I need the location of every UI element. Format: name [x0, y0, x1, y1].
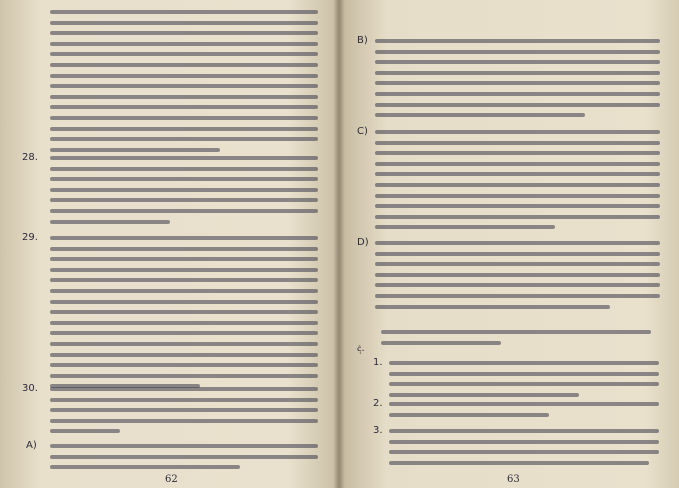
text-line [50, 52, 318, 56]
text-line [389, 450, 659, 454]
text-line [375, 172, 660, 176]
text-line [389, 429, 659, 433]
section-item-3: 3. [373, 425, 383, 436]
text-line [375, 225, 555, 229]
text-line [50, 387, 318, 391]
text-line [50, 278, 318, 282]
text-line [389, 413, 549, 417]
left-page [0, 0, 339, 488]
text-line [50, 148, 220, 152]
item-label-b: B) [357, 35, 368, 46]
text-line [381, 330, 651, 334]
section-item-2: 2. [373, 398, 383, 409]
text-line [50, 247, 318, 251]
text-line [50, 398, 318, 402]
item-label-d: D) [357, 237, 369, 248]
text-line [389, 382, 659, 386]
text-line [375, 39, 660, 43]
text-line [375, 141, 660, 145]
item-number-29: 29. [22, 232, 38, 243]
text-line [50, 429, 120, 433]
text-line [50, 188, 318, 192]
text-line [50, 42, 318, 46]
text-line [50, 127, 318, 131]
text-line [375, 60, 660, 64]
text-line [50, 74, 318, 78]
text-line [375, 252, 660, 256]
right-page-number: 63 [507, 474, 520, 485]
text-line [50, 116, 318, 120]
text-line [50, 310, 318, 314]
right-page [339, 0, 679, 488]
text-line [50, 63, 318, 67]
text-line [375, 215, 660, 219]
text-line [375, 103, 660, 107]
text-line [50, 31, 318, 35]
text-line [50, 300, 318, 304]
text-line [50, 156, 318, 160]
text-line [381, 341, 501, 345]
text-line [389, 402, 659, 406]
text-line [50, 198, 318, 202]
text-line [50, 220, 170, 224]
text-line [50, 465, 240, 469]
text-line [375, 151, 660, 155]
text-line [375, 294, 660, 298]
text-line [375, 92, 660, 96]
text-line [389, 440, 659, 444]
text-line [50, 10, 318, 14]
section-marker: ද. [357, 343, 365, 354]
text-line [50, 419, 318, 423]
text-line [50, 21, 318, 25]
text-line [375, 204, 660, 208]
text-line [375, 262, 660, 266]
text-line [50, 342, 318, 346]
left-page-number: 62 [165, 474, 178, 485]
text-line [375, 194, 660, 198]
text-line [375, 81, 660, 85]
text-line [389, 372, 659, 376]
text-line [389, 461, 649, 465]
text-line [50, 444, 318, 448]
text-line [50, 209, 318, 213]
section-item-1: 1. [373, 357, 383, 368]
text-line [50, 167, 318, 171]
text-line [375, 71, 660, 75]
text-line [50, 137, 318, 141]
text-line [389, 361, 659, 365]
text-line [50, 408, 318, 412]
text-line [50, 236, 318, 240]
text-line [375, 162, 660, 166]
text-line [375, 305, 610, 309]
text-line [50, 321, 318, 325]
text-line [375, 273, 660, 277]
text-line [50, 353, 318, 357]
text-line [375, 130, 660, 134]
text-line [50, 95, 318, 99]
text-line [50, 84, 318, 88]
item-number-30: 30. [22, 383, 38, 394]
text-line [50, 363, 318, 367]
text-line [50, 289, 318, 293]
text-line [50, 374, 318, 378]
item-number-28: 28. [22, 152, 38, 163]
text-line [50, 257, 318, 261]
item-label-c: C) [357, 126, 368, 137]
text-line [389, 393, 579, 397]
item-label-a: A) [26, 440, 37, 451]
text-line [50, 331, 318, 335]
book-gutter [333, 0, 345, 488]
text-line [50, 268, 318, 272]
text-line [50, 177, 318, 181]
text-line [375, 113, 585, 117]
text-line [375, 283, 660, 287]
text-line [375, 183, 660, 187]
text-line [50, 455, 318, 459]
text-line [375, 241, 660, 245]
text-line [375, 50, 660, 54]
text-line [50, 105, 318, 109]
